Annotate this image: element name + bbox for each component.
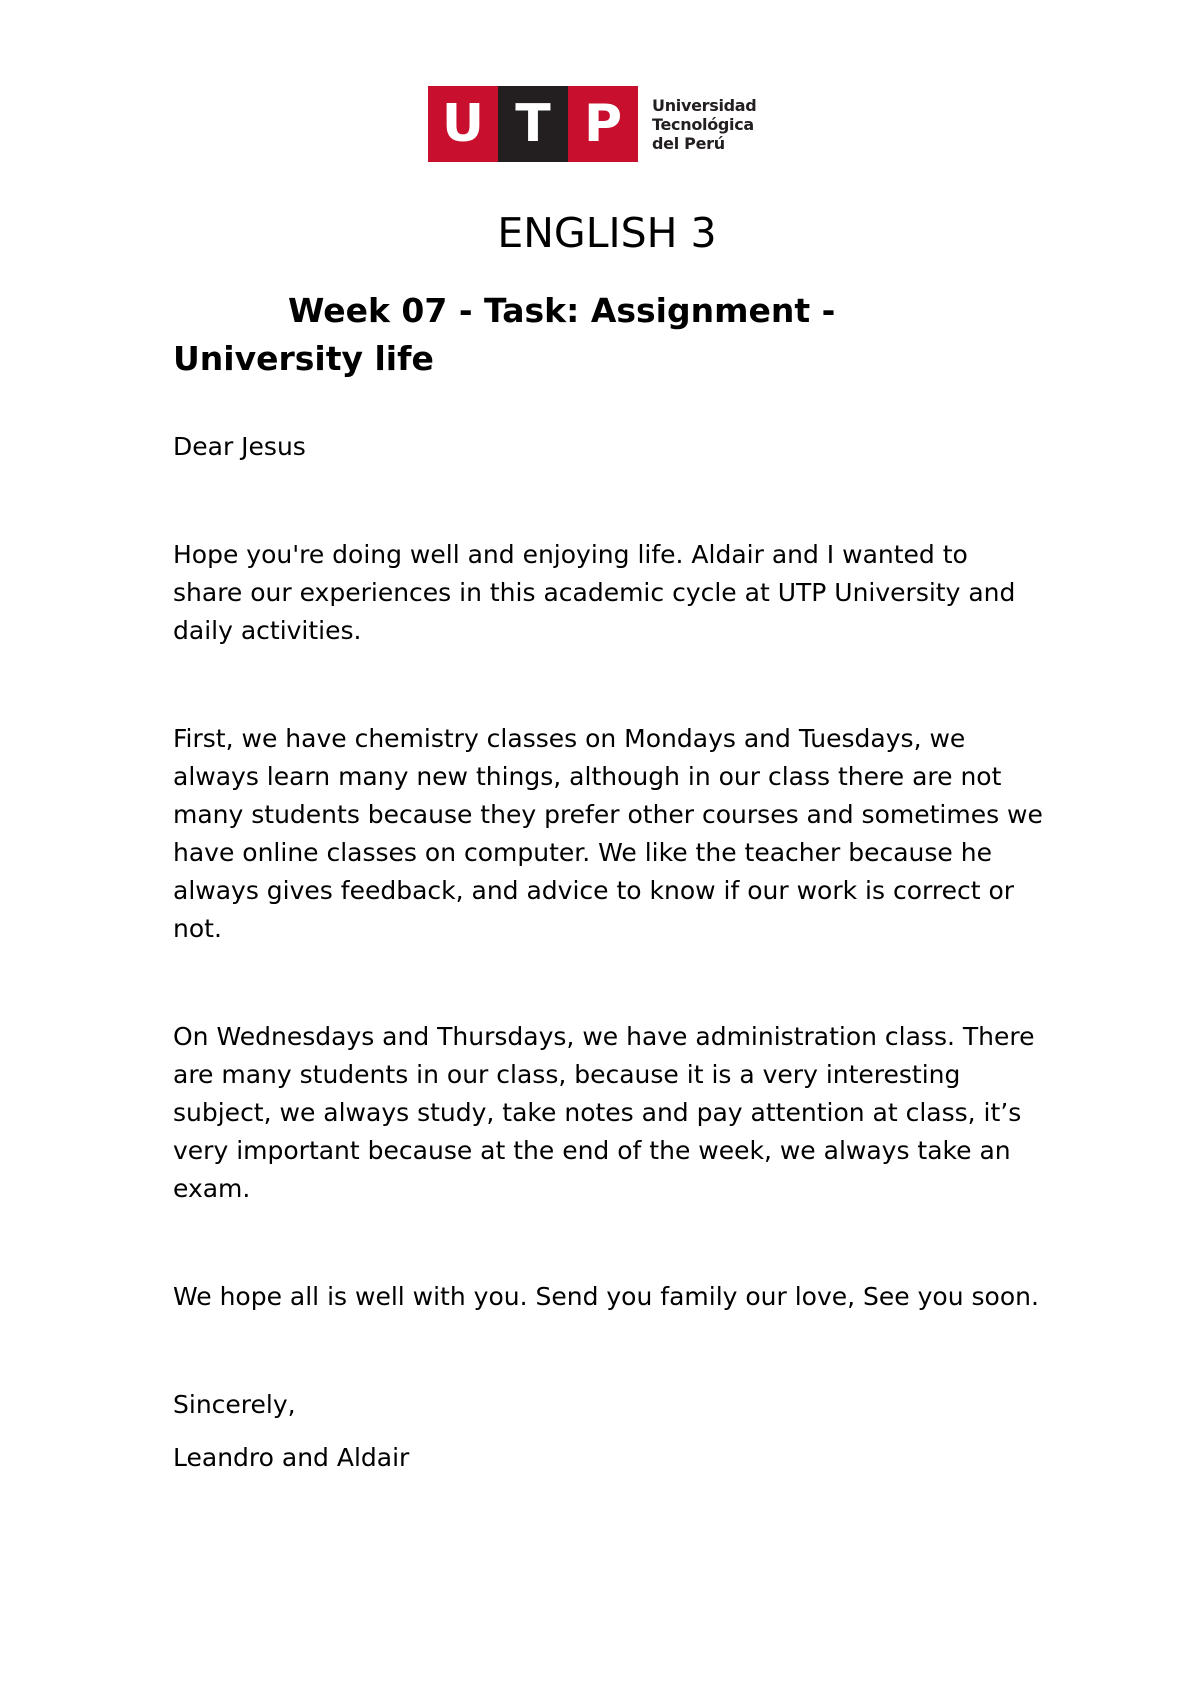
utp-logo (428, 86, 756, 162)
logo-university-name (652, 96, 756, 153)
course-title: ENGLISH 3 (497, 209, 717, 257)
task-title-text: Week 07 - Task: Assignment - University life (173, 291, 836, 378)
letter-salutation: Dear Jesus (173, 432, 306, 461)
logo-letter-t: T (498, 86, 568, 162)
letter-signature: Leandro and Aldair (173, 1443, 410, 1472)
logo-letter-u: U (428, 86, 498, 162)
letter-paragraph-1: Hope you're doing well and enjoying life. Aldair and I wanted to share our experiences in this academic cycle at UTP University and daily activities. (173, 540, 1016, 645)
logo-name-line-1: Universidad (652, 95, 757, 115)
task-title (173, 287, 1033, 383)
logo-letter-p: P (568, 86, 638, 162)
logo-name-line-3: del Perú (652, 133, 725, 153)
letter-paragraph-3: On Wednesdays and Thursdays, we have administration class. There are many students in our class, because it is a very interesting subject, we always study, take notes and pay attention at class, it’s very important because at the end of the week, we always take an exam. (173, 1022, 1035, 1203)
letter-body (173, 428, 1043, 1477)
letter-paragraph-2: First, we have chemistry classes on Mondays and Tuesdays, we always learn many new things, although in our class there are not many students because they prefer other courses and sometimes we have online classes on computer. We like the teacher because he always gives feedback, and advice to know if our work is correct or not. (173, 724, 1043, 943)
letter-closing: Sincerely, (173, 1390, 296, 1419)
logo-name-line-2: Tecnológica (652, 114, 754, 134)
letter-paragraph-4: We hope all is well with you. Send you family our love, See you soon. (173, 1282, 1039, 1311)
